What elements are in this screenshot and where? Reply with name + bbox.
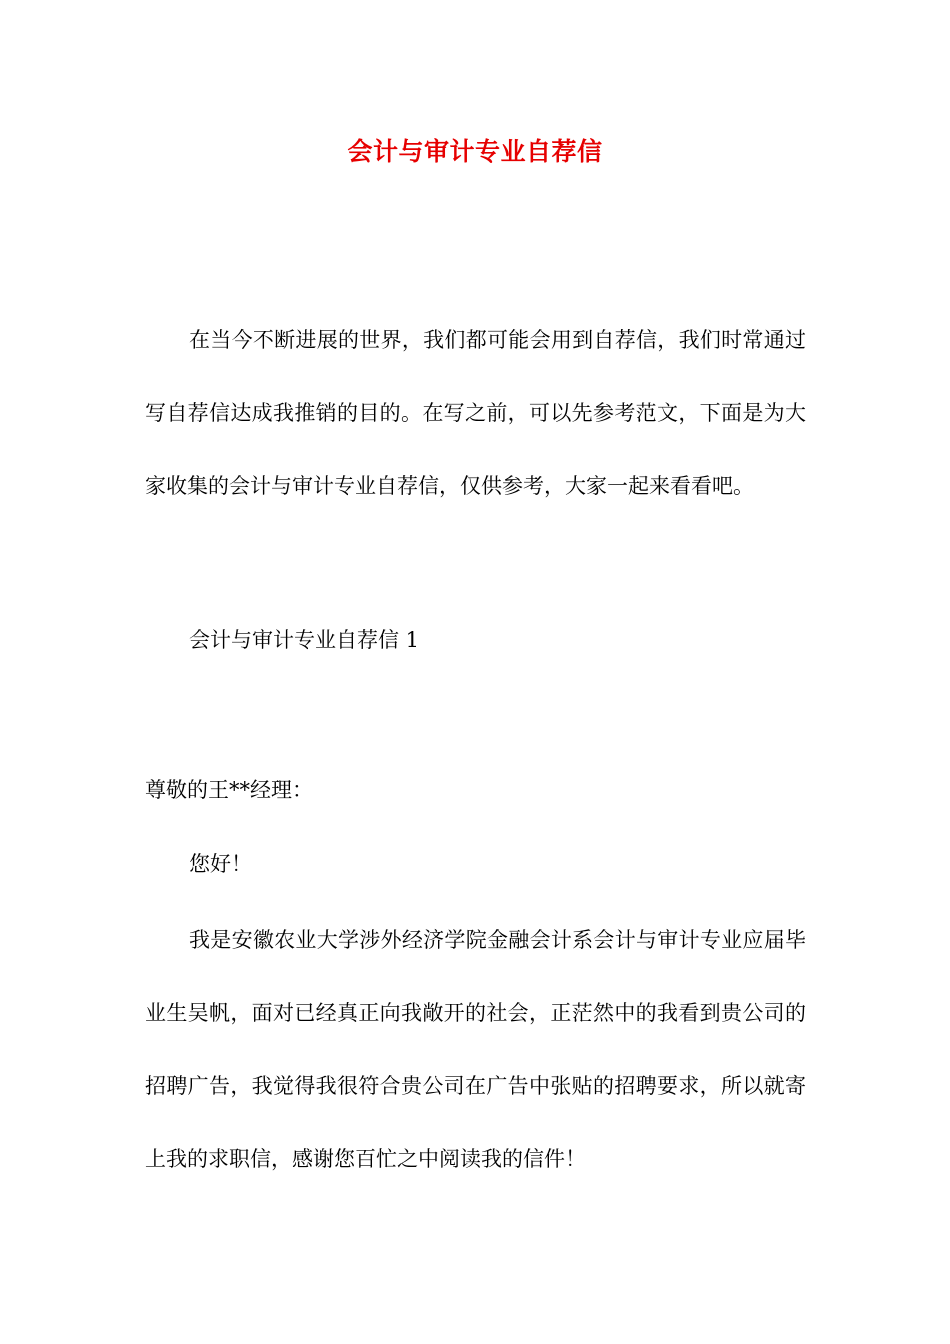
- greeting: 您好！: [189, 852, 252, 876]
- document-title: 会计与审计专业自荐信: [347, 137, 603, 166]
- salutation: 尊敬的王**经理：: [145, 778, 313, 802]
- intro-section: [145, 304, 806, 523]
- section-heading: 会计与审计专业自荐信 1: [189, 628, 420, 652]
- letter-body-section: [145, 904, 806, 1196]
- intro-paragraph: 在当今不断进展的世界，我们都可能会用到自荐信，我们时常通过写自荐信达成我推销的目的。在写之前，可以先参考范文，下面是为大家收集的会计与审计专业自荐信，仅供参考，大家一起来看看吧。: [145, 328, 806, 498]
- body-paragraph-1: 我是安徽农业大学涉外经济学院金融会计系会计与审计专业应届毕业生吴帆，面对已经真正向我敞开的社会，正茫然中的我看到贵公司的招聘广告，我觉得我很符合贵公司在广告中张贴的招聘要求，所以就寄上我的求职信，感谢您百忙之中阅读我的信件！: [145, 928, 806, 1171]
